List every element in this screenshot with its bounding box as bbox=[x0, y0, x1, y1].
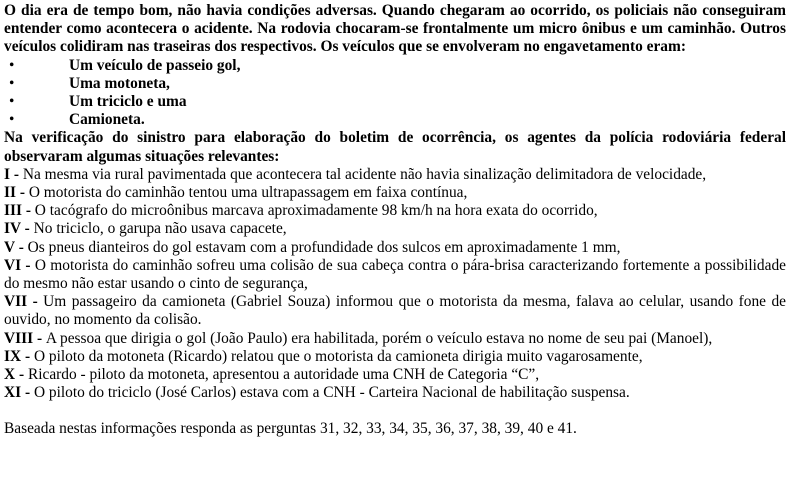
observation-text: Um passageiro da camioneta (Gabriel Souza) informou que o motorista da mesma, falava ao celular, usando fone de ouvido, no momento da colisão. bbox=[4, 293, 786, 329]
observation-text: O piloto da motoneta (Ricardo) relatou que o motorista da camioneta dirigia muito vagarosamente, bbox=[33, 347, 643, 365]
observation-item bbox=[4, 330, 786, 348]
paragraph-spacer bbox=[4, 402, 786, 420]
vehicle-list-item bbox=[4, 111, 786, 129]
observation-text: O motorista do caminhão tentou uma ultrapassagem em faixa contínua, bbox=[28, 184, 468, 202]
observation-text: O piloto do triciclo (José Carlos) estava com a CNH - Carteira Nacional de habilitação suspensa. bbox=[33, 384, 630, 402]
bullet-icon: • bbox=[9, 93, 15, 111]
observation-text: O tacógrafo do microônibus marcava aproximadamente 98 km/h na hora exata do ocorrido, bbox=[34, 202, 598, 220]
observation-numeral: III bbox=[4, 202, 22, 220]
bullet-icon: • bbox=[9, 56, 15, 74]
vehicle-list-item bbox=[4, 75, 786, 93]
observation-item bbox=[4, 293, 786, 329]
observation-item bbox=[4, 366, 786, 384]
verification-paragraph: Na verificação do sinistro para elaboração do boletim de ocorrência, os agentes da polícia rodoviária federal observaram algumas situações relevantes: bbox=[4, 129, 786, 165]
observation-separator: - bbox=[21, 256, 35, 274]
observation-list bbox=[4, 166, 786, 403]
observation-numeral: V bbox=[4, 238, 15, 256]
bullet-icon: • bbox=[9, 111, 15, 129]
observation-separator: - bbox=[21, 384, 34, 402]
observation-text: No triciclo, o garupa não usava capacete, bbox=[33, 220, 287, 238]
observation-separator: - bbox=[20, 220, 34, 238]
observation-separator: - bbox=[14, 238, 28, 256]
vehicle-list-item bbox=[4, 93, 786, 111]
closing-paragraph: Baseada nestas informações responda as perguntas 31, 32, 33, 34, 35, 36, 37, 38, 39, 40 e 41. bbox=[4, 420, 577, 438]
observation-numeral: XI bbox=[4, 384, 22, 402]
observation-item bbox=[4, 166, 786, 184]
vehicle-label: Camioneta. bbox=[69, 111, 145, 129]
observation-separator: - bbox=[21, 347, 34, 365]
observation-item bbox=[4, 257, 786, 293]
observation-separator: - bbox=[15, 366, 28, 384]
vehicle-list bbox=[4, 57, 786, 130]
observation-numeral: X bbox=[4, 366, 16, 384]
observation-item bbox=[4, 239, 786, 257]
observation-text: A pessoa que dirigia o gol (João Paulo) era habilitada, porém o veículo estava no nome de seu pai (Manoel), bbox=[45, 329, 713, 347]
observation-item bbox=[4, 220, 786, 238]
observation-separator: - bbox=[15, 184, 29, 202]
observation-text: Os pneus dianteiros do gol estavam com a profundidade dos sulcos em aproximadamente 1 mm, bbox=[27, 238, 621, 256]
observation-text: O motorista do caminhão sofreu uma colisão de sua cabeça contra o pára-brisa caracterizando fortemente a possibilidade do mesmo não estar usando o cinto de segurança, bbox=[4, 256, 786, 293]
observation-separator: - bbox=[27, 293, 44, 311]
vehicle-label: Um veículo de passeio gol, bbox=[69, 56, 241, 74]
observation-numeral: II bbox=[4, 184, 16, 202]
observation-separator: - bbox=[10, 165, 23, 183]
vehicle-label: Uma motoneta, bbox=[69, 74, 170, 92]
vehicle-list-item bbox=[4, 57, 786, 75]
observation-numeral: IV bbox=[4, 220, 21, 238]
observation-numeral: VII bbox=[4, 293, 28, 311]
observation-item bbox=[4, 384, 786, 402]
observation-item bbox=[4, 348, 786, 366]
vehicle-label: Um triciclo e uma bbox=[69, 93, 187, 111]
observation-item bbox=[4, 184, 786, 202]
observation-numeral: VIII bbox=[4, 329, 34, 347]
observation-numeral: IX bbox=[4, 347, 22, 365]
observation-text: Na mesma via rural pavimentada que acontecera tal acidente não havia sinalização delimitadora de velocidade, bbox=[22, 165, 707, 183]
observation-numeral: VI bbox=[4, 256, 22, 274]
bullet-icon: • bbox=[9, 74, 15, 92]
observation-separator: - bbox=[33, 329, 46, 347]
observation-numeral: I bbox=[4, 165, 10, 183]
intro-paragraph: O dia era de tempo bom, não havia condições adversas. Quando chegaram ao ocorrido, os policiais não conseguiram entender como acontecera o acidente. Na rodovia chocaram-se frontalmente um micro ônibus e um caminhão. Outros veículos colidiram nas traseiras dos respectivos. Os veículos que se envolveram no engavetamento eram: bbox=[4, 2, 786, 56]
observation-item bbox=[4, 202, 786, 220]
observation-text: Ricardo - piloto da motoneta, apresentou a autoridade uma CNH de Categoria “C”, bbox=[27, 366, 540, 384]
observation-separator: - bbox=[21, 202, 35, 220]
